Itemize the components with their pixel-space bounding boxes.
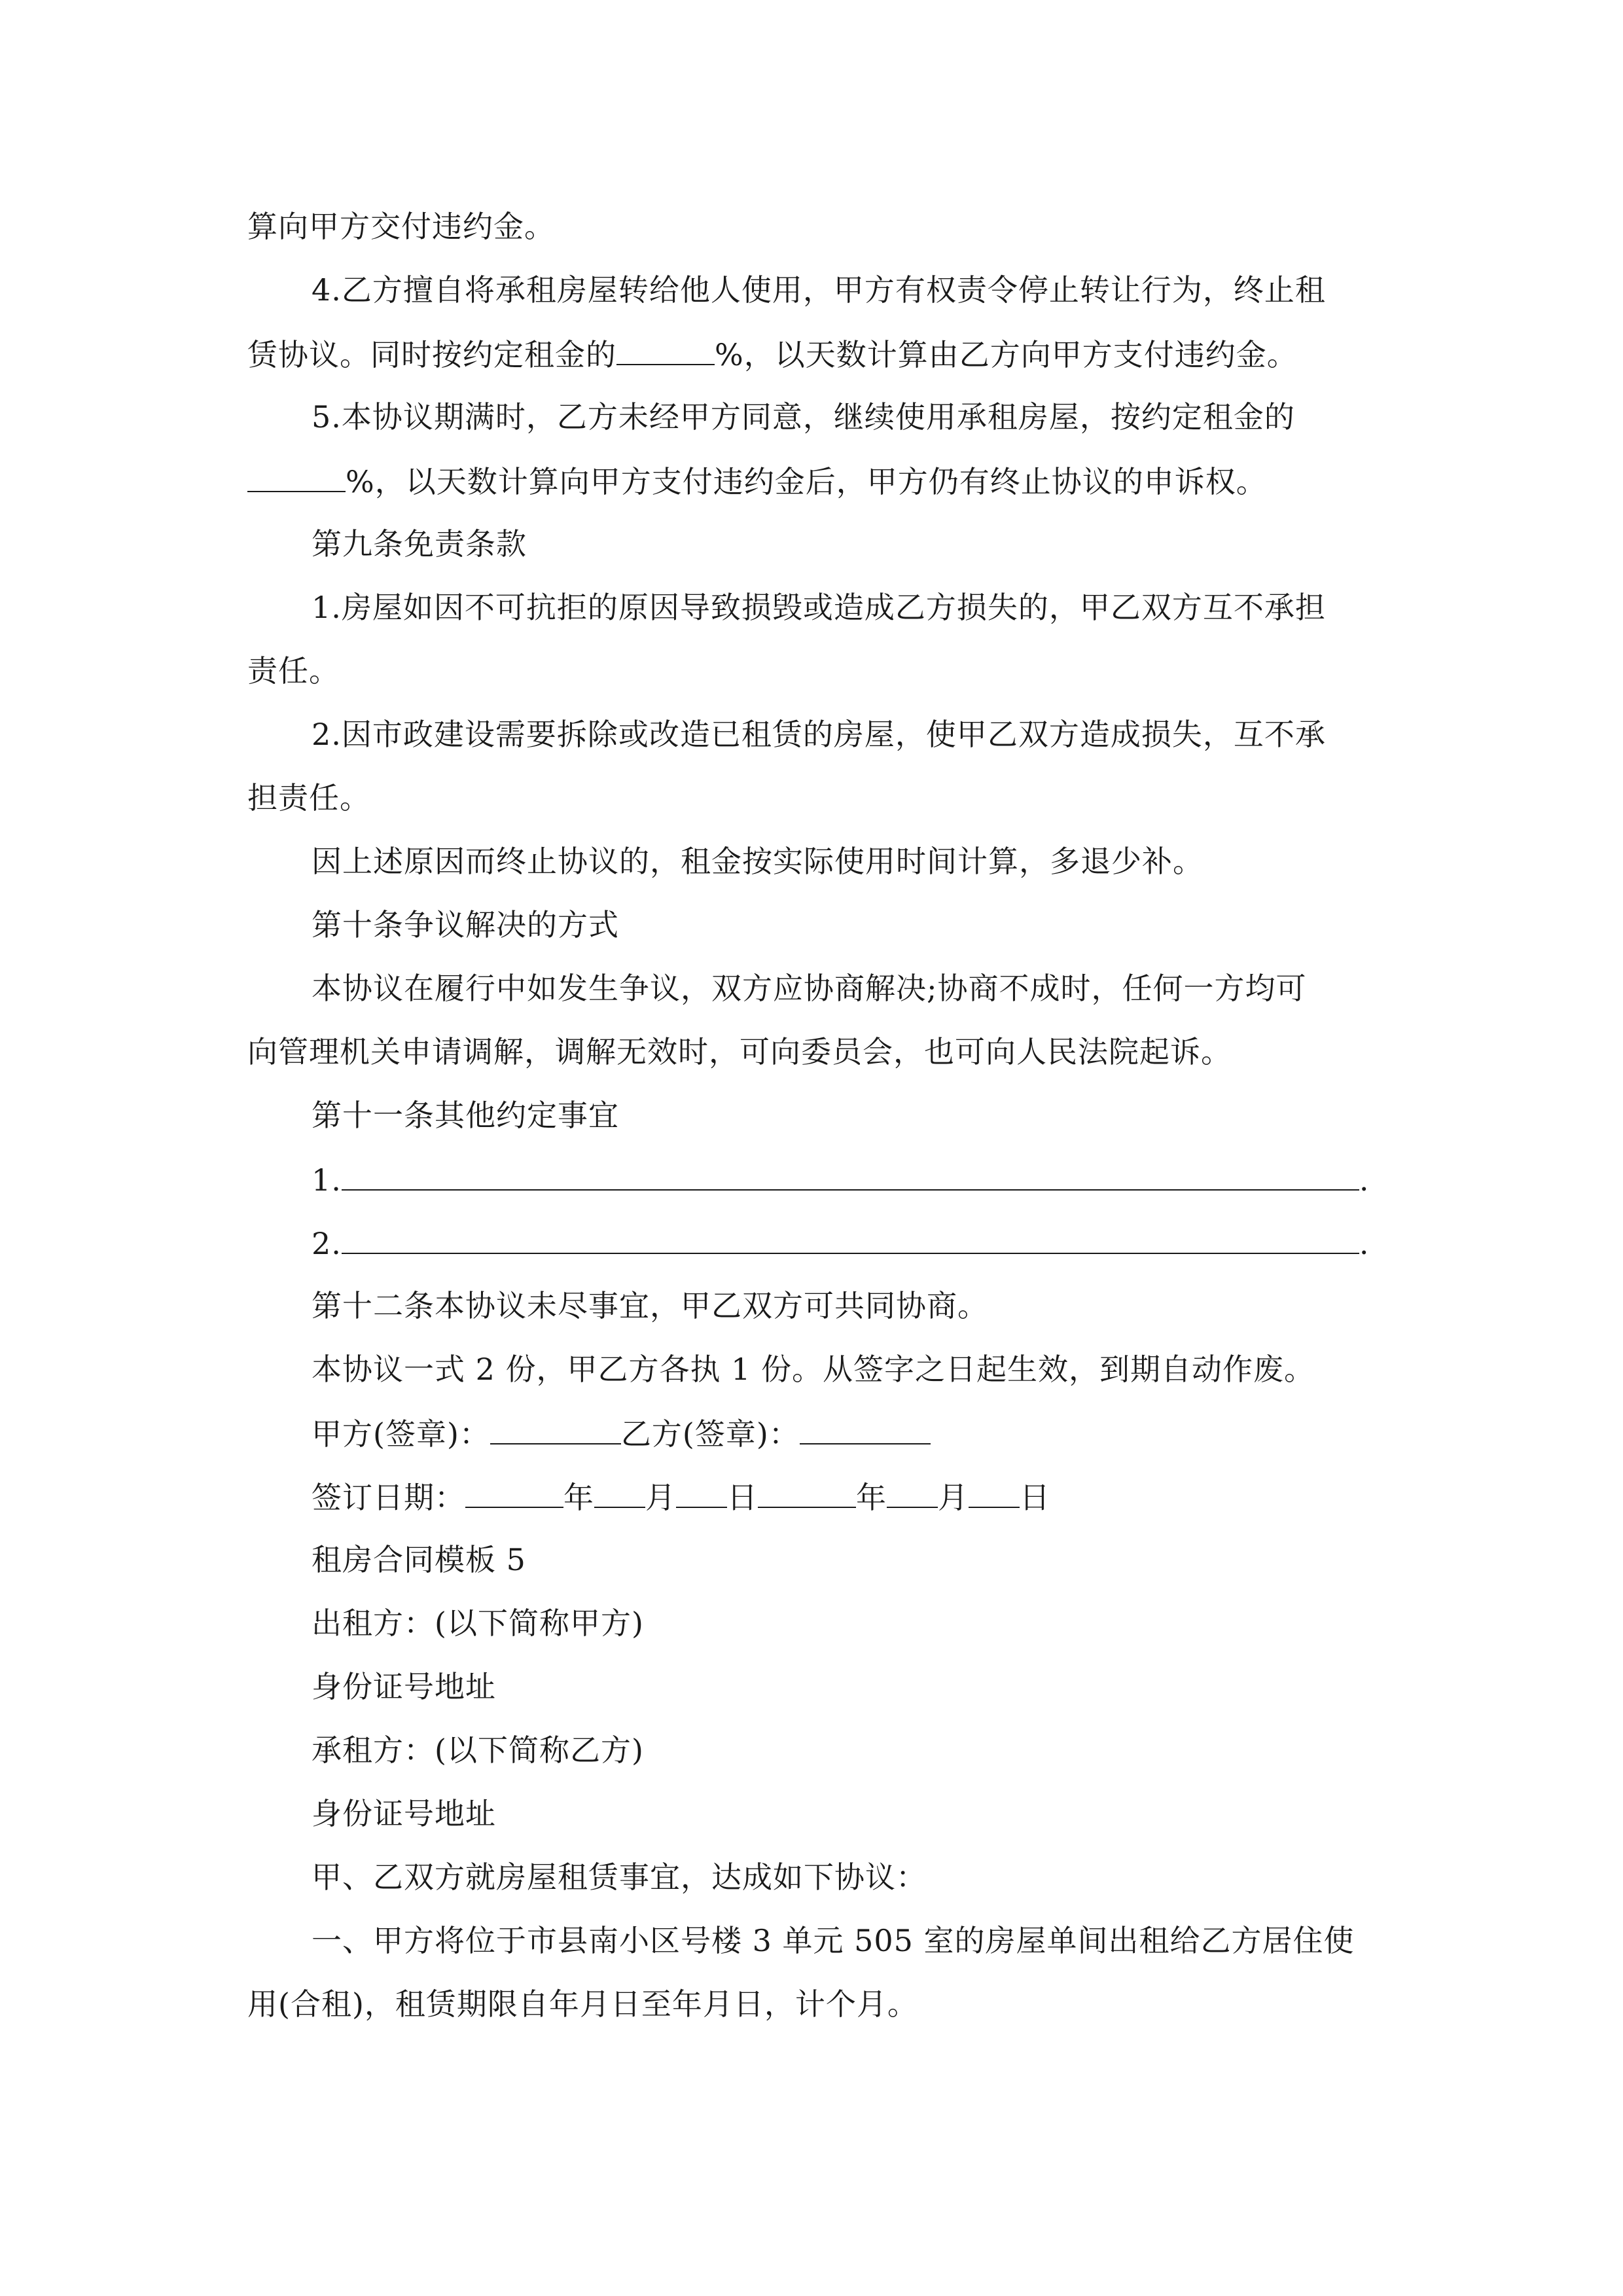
text: %，以天数计算向甲方支付违约金后，甲方仍有终止协议的申诉权。 bbox=[346, 464, 1267, 499]
clause-1-line-1: 一、甲方将位于市县南小区号楼 3 单元 505 室的房屋单间出租给乙方居住使 bbox=[312, 1923, 1355, 1958]
article-9-item-2-line-2: 担责任。 bbox=[247, 780, 370, 816]
text: %，以天数计算由乙方向甲方支付违约金。 bbox=[715, 337, 1298, 372]
text: 赁协议。同时按约定租金的 bbox=[247, 337, 616, 372]
copies-statement: 本协议一式 2 份，甲乙方各执 1 份。从签字之日起生效，到期自动作废。 bbox=[312, 1352, 1315, 1387]
year-label: 年 bbox=[563, 1480, 594, 1515]
article-10-line-1: 本协议在履行中如发生争议，双方应协商解决;协商不成时，任何一方均可 bbox=[312, 971, 1307, 1006]
item-end: . bbox=[1359, 1162, 1370, 1198]
article-9-note: 因上述原因而终止协议的，租金按实际使用时间计算，多退少补。 bbox=[312, 844, 1204, 879]
day-label: 日 bbox=[1020, 1480, 1050, 1515]
item-end: . bbox=[1359, 1226, 1370, 1261]
day-label: 日 bbox=[727, 1480, 758, 1515]
article-10-line-2: 向管理机关申请调解，调解无效时，可向委员会，也可向人民法院起诉。 bbox=[247, 1034, 1232, 1069]
paragraph-continuation: 算向甲方交付违约金。 bbox=[247, 209, 555, 244]
year-blank[interactable] bbox=[465, 1477, 563, 1508]
fill-blank-line[interactable] bbox=[342, 1223, 1359, 1254]
signing-date-line bbox=[312, 1477, 1450, 1517]
party-b-signature-blank[interactable] bbox=[800, 1413, 931, 1444]
fill-blank-line[interactable] bbox=[342, 1159, 1359, 1191]
year-label: 年 bbox=[856, 1480, 887, 1515]
article-9-item-1-line-2: 责任。 bbox=[247, 653, 340, 689]
signature-line bbox=[312, 1413, 1450, 1454]
month-blank[interactable] bbox=[594, 1477, 645, 1508]
party-a-signature-label: 甲方(签章)： bbox=[312, 1416, 490, 1452]
clause-item-4-line-2 bbox=[247, 334, 1386, 374]
date-label: 签订日期： bbox=[312, 1480, 465, 1515]
item-number: 2. bbox=[312, 1226, 342, 1261]
month-label: 月 bbox=[645, 1480, 676, 1515]
agreement-intro: 甲、乙双方就房屋租赁事宜，达成如下协议： bbox=[312, 1859, 927, 1895]
clause-1-line-2: 用(合租)，租赁期限自年月日至年月日，计个月。 bbox=[247, 1986, 918, 2022]
lessee-id-address: 身份证号地址 bbox=[312, 1796, 496, 1831]
clause-item-5-line-1: 5.本协议期满时，乙方未经甲方同意，继续使用承租房屋，按约定租金的 bbox=[312, 399, 1295, 435]
lessor-line: 出租方：(以下简称甲方) bbox=[312, 1605, 644, 1641]
heading-article-11: 第十一条其他约定事宜 bbox=[312, 1098, 619, 1133]
month-label: 月 bbox=[938, 1480, 969, 1515]
day-blank[interactable] bbox=[969, 1477, 1020, 1508]
heading-article-10: 第十条争议解决的方式 bbox=[312, 907, 619, 942]
item-number: 1. bbox=[312, 1162, 342, 1198]
article-11-item-2 bbox=[312, 1223, 1450, 1263]
fill-blank-percent[interactable] bbox=[247, 461, 346, 492]
year-blank[interactable] bbox=[758, 1477, 856, 1508]
heading-article-12: 第十二条本协议未尽事宜，甲乙双方可共同协商。 bbox=[312, 1288, 988, 1323]
day-blank[interactable] bbox=[676, 1477, 727, 1508]
clause-item-5-line-2 bbox=[247, 461, 1386, 501]
heading-article-9: 第九条免责条款 bbox=[312, 526, 527, 562]
clause-item-4-line-1: 4.乙方擅自将承租房屋转给他人使用，甲方有权责令停止转让行为，终止租 bbox=[312, 272, 1326, 308]
fill-blank-percent[interactable] bbox=[616, 334, 715, 365]
month-blank[interactable] bbox=[887, 1477, 938, 1508]
article-11-item-1 bbox=[312, 1159, 1450, 1200]
article-9-item-1-line-1: 1.房屋如因不可抗拒的原因导致损毁或造成乙方损失的，甲乙双方互不承担 bbox=[312, 590, 1326, 625]
template-5-title: 租房合同模板 5 bbox=[312, 1542, 526, 1577]
lessee-line: 承租方：(以下简称乙方) bbox=[312, 1732, 644, 1768]
lessor-id-address: 身份证号地址 bbox=[312, 1669, 496, 1704]
article-9-item-2-line-1: 2.因市政建设需要拆除或改造已租赁的房屋，使甲乙双方造成损失，互不承 bbox=[312, 717, 1326, 752]
party-b-signature-label: 乙方(签章)： bbox=[620, 1416, 800, 1452]
party-a-signature-blank[interactable] bbox=[490, 1413, 621, 1444]
